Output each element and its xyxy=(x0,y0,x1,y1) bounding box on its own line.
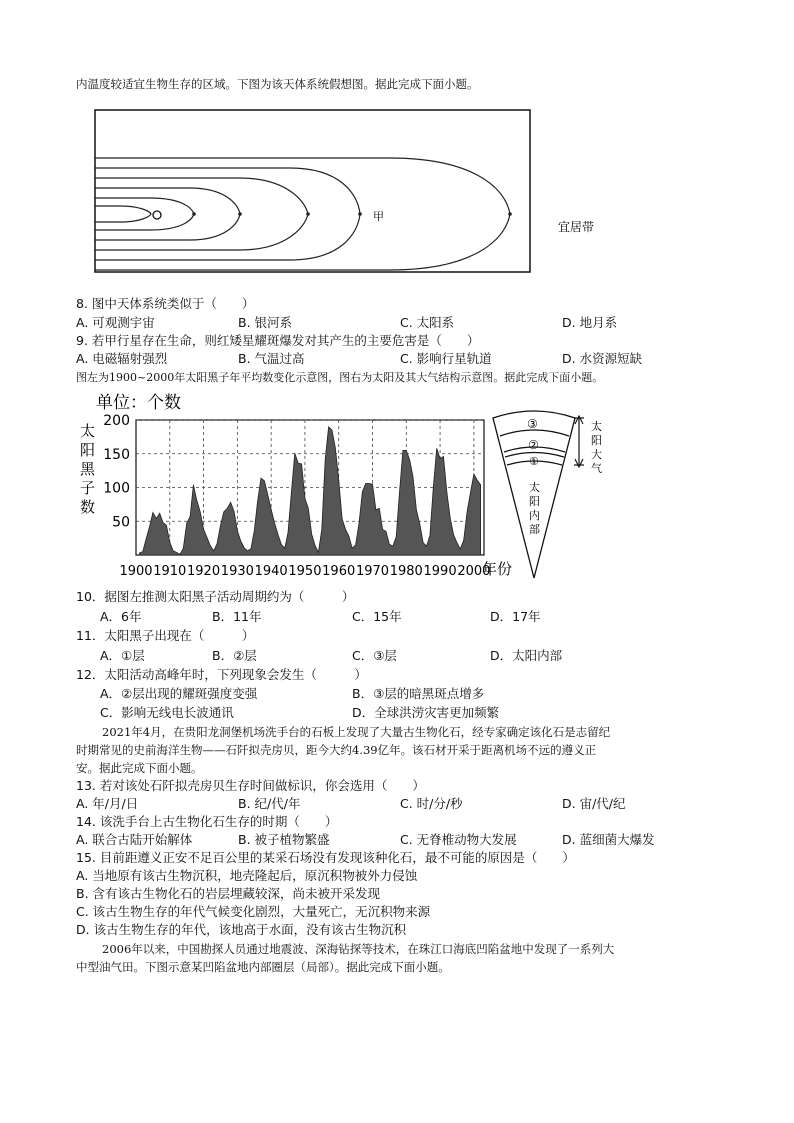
x-tick-label: 1960 xyxy=(322,564,356,579)
q12-options-ab xyxy=(76,686,716,702)
x-tick-label: 1900 xyxy=(119,564,153,579)
q9-option-a[interactable]: A. 电磁辐射强烈 xyxy=(76,351,168,366)
q10-option-a[interactable]: A．6年 xyxy=(100,609,142,624)
q11-stem: 11．太阳黑子出现在（ ） xyxy=(76,628,255,643)
q10-stem: 10．据图左推测太阳黑子活动周期约为（ ） xyxy=(76,589,355,604)
q8-option-c[interactable]: C. 太阳系 xyxy=(400,315,455,330)
q8-option-a[interactable]: A. 可观测宇宙 xyxy=(76,315,155,330)
q13-options xyxy=(76,796,716,812)
q11-option-d[interactable]: D．太阳内部 xyxy=(490,648,563,663)
x-tick-label: 1990 xyxy=(423,564,457,579)
x-tick-label: 1930 xyxy=(220,564,254,579)
y-axis-label-char: 子 xyxy=(80,479,96,497)
layer-1-label: ① xyxy=(529,455,539,468)
y-tick-label: 200 xyxy=(103,413,130,429)
q14-stem: 14. 该洗手台上古生物化石生存的时期（ ） xyxy=(76,814,338,829)
svg-text:阳: 阳 xyxy=(591,434,602,447)
passage4-line2: 中型油气田。下图示意某凹陷盆地内部圈层（局部）。据此完成下面小题。 xyxy=(76,960,450,974)
q8-option-d[interactable]: D. 地月系 xyxy=(562,315,618,330)
q15-option-d[interactable]: D. 该古生物生存的年代，该地高于水面，没有该古生物沉积 xyxy=(76,922,407,937)
y-axis-label-char: 阳 xyxy=(80,441,96,459)
svg-text:阳: 阳 xyxy=(529,495,540,508)
q9-option-d[interactable]: D. 水资源短缺 xyxy=(562,351,643,366)
chart-title: 单位：个数 xyxy=(96,393,181,413)
sun-atmosphere-label xyxy=(591,419,602,475)
q10-option-b[interactable]: B．11年 xyxy=(212,609,262,624)
passage4-line1: 2006年以来，中国勘探人员通过地震波、深海钻探等技术，在珠江口海底凹陷盆地中发现了一系列大 xyxy=(102,942,615,956)
svg-text:大: 大 xyxy=(591,448,602,461)
intro2-text: 图左为1900~2000年太阳黑子年平均数变化示意图，图右为太阳及其大气结构示意图。据此完成下面小题。 xyxy=(76,371,604,384)
planetary-system-figure xyxy=(90,106,630,278)
q14-option-d[interactable]: D. 蓝细菌大爆发 xyxy=(562,832,655,847)
q12-option-d[interactable]: D．全球洪涝灾害更加频繁 xyxy=(352,705,500,720)
q10-option-d[interactable]: D．17年 xyxy=(490,609,541,624)
q12-option-c[interactable]: C．影响无线电长波通讯 xyxy=(100,705,234,720)
q9-options xyxy=(76,351,716,367)
q14-option-b[interactable]: B. 被子植物繁盛 xyxy=(238,832,330,847)
habitable-zone-label: 宜居带 xyxy=(558,220,595,234)
q8-stem: 8. 图中天体系统类似于（ ） xyxy=(76,296,255,311)
q8-option-b[interactable]: B. 银河系 xyxy=(238,315,293,330)
q11-option-a[interactable]: A．①层 xyxy=(100,648,145,663)
svg-text:气: 气 xyxy=(591,462,602,475)
q11-option-c[interactable]: C．③层 xyxy=(352,648,397,663)
q13-option-d[interactable]: D. 宙/代/纪 xyxy=(562,796,626,811)
layer-3-label: ③ xyxy=(527,417,538,431)
q11-options xyxy=(76,648,716,664)
q13-stem: 13. 若对该处石阡拟壳房贝生存时间做标识，你会选用（ ） xyxy=(76,778,425,793)
y-tick-label: 150 xyxy=(103,446,130,463)
q9-option-c[interactable]: C. 影响行星轨道 xyxy=(400,351,492,366)
q12-option-a[interactable]: A．②层出现的耀斑强度变强 xyxy=(100,686,258,701)
q8-options xyxy=(76,315,716,331)
x-tick-label: 1980 xyxy=(389,564,423,579)
sunspot-chart xyxy=(76,388,526,583)
y-axis-label-char: 太 xyxy=(80,422,96,440)
q9-option-b[interactable]: B. 气温过高 xyxy=(238,351,305,366)
q15-option-c[interactable]: C. 该古生物生存的年代气候变化剧烈，大量死亡，无沉积物来源 xyxy=(76,904,431,919)
q15-option-b[interactable]: B. 含有该古生物化石的岩层埋藏较深，尚未被开采发现 xyxy=(76,886,381,901)
svg-text:太: 太 xyxy=(591,420,602,433)
intro-text: 内温度较适宜生物生存的区域。下图为该天体系统假想图。据此完成下面小题。 xyxy=(76,77,479,91)
q15-stem: 15. 目前距遵义正安不足百公里的某采石场没有发现该种化石，最不可能的原因是（ ） xyxy=(76,850,575,865)
y-tick-label: 50 xyxy=(112,514,130,531)
svg-text:部: 部 xyxy=(529,523,540,536)
x-tick-label: 1970 xyxy=(355,564,390,579)
x-tick-label: 1940 xyxy=(254,564,288,579)
q13-option-c[interactable]: C. 时/分/秒 xyxy=(400,796,463,811)
planet-jia-label: 甲 xyxy=(373,210,384,223)
q15-option-a[interactable]: A. 当地原有该古生物沉积，地壳隆起后，原沉积物被外力侵蚀 xyxy=(76,868,418,883)
q13-option-b[interactable]: B. 纪/代/年 xyxy=(238,796,301,811)
q12-option-b[interactable]: B．③层的暗黑斑点增多 xyxy=(352,686,485,701)
q10-options xyxy=(76,609,716,625)
sun-structure-diagram xyxy=(488,408,618,586)
x-tick-label: 1910 xyxy=(153,564,187,579)
q14-option-c[interactable]: C. 无脊椎动物大发展 xyxy=(400,832,517,847)
central-star xyxy=(153,211,161,219)
layer-2-label: ② xyxy=(528,438,539,452)
q10-option-c[interactable]: C．15年 xyxy=(352,609,402,624)
q11-option-b[interactable]: B．②层 xyxy=(212,648,257,663)
q14-options xyxy=(76,832,716,848)
x-axis-label: 年份 xyxy=(482,560,513,578)
passage3-line3: 安。据此完成下面小题。 xyxy=(76,761,203,775)
q14-option-a[interactable]: A. 联合古陆开始解体 xyxy=(76,832,193,847)
y-axis-label-char: 数 xyxy=(80,498,96,516)
sunspot-series-area xyxy=(139,427,480,555)
passage3-line1: 2021年4月，在贵阳龙洞堡机场洗手台的石板上发现了大量古生物化石，经专家确定该化石是志留纪 xyxy=(102,725,611,739)
q9-stem: 9. 若甲行星存在生命，则红矮星耀斑爆发对其产生的主要危害是（ ） xyxy=(76,333,480,348)
passage3-line2: 时期常见的史前海洋生物——石阡拟壳房贝，距今大约4.39亿年。该石材开采于距离机场不远的遵义正 xyxy=(76,743,597,757)
svg-text:太: 太 xyxy=(529,481,540,494)
q12-stem: 12．太阳活动高峰年时，下列现象会发生（ ） xyxy=(76,667,367,682)
y-tick-label: 100 xyxy=(103,480,130,497)
q12-options-cd xyxy=(76,705,716,721)
q13-option-a[interactable]: A. 年/月/日 xyxy=(76,796,139,811)
x-tick-label: 2000 xyxy=(457,564,491,579)
x-tick-label: 1950 xyxy=(288,564,322,579)
y-axis-label-char: 黑 xyxy=(80,460,96,478)
x-tick-label: 1920 xyxy=(187,564,221,579)
svg-text:内: 内 xyxy=(529,509,540,522)
